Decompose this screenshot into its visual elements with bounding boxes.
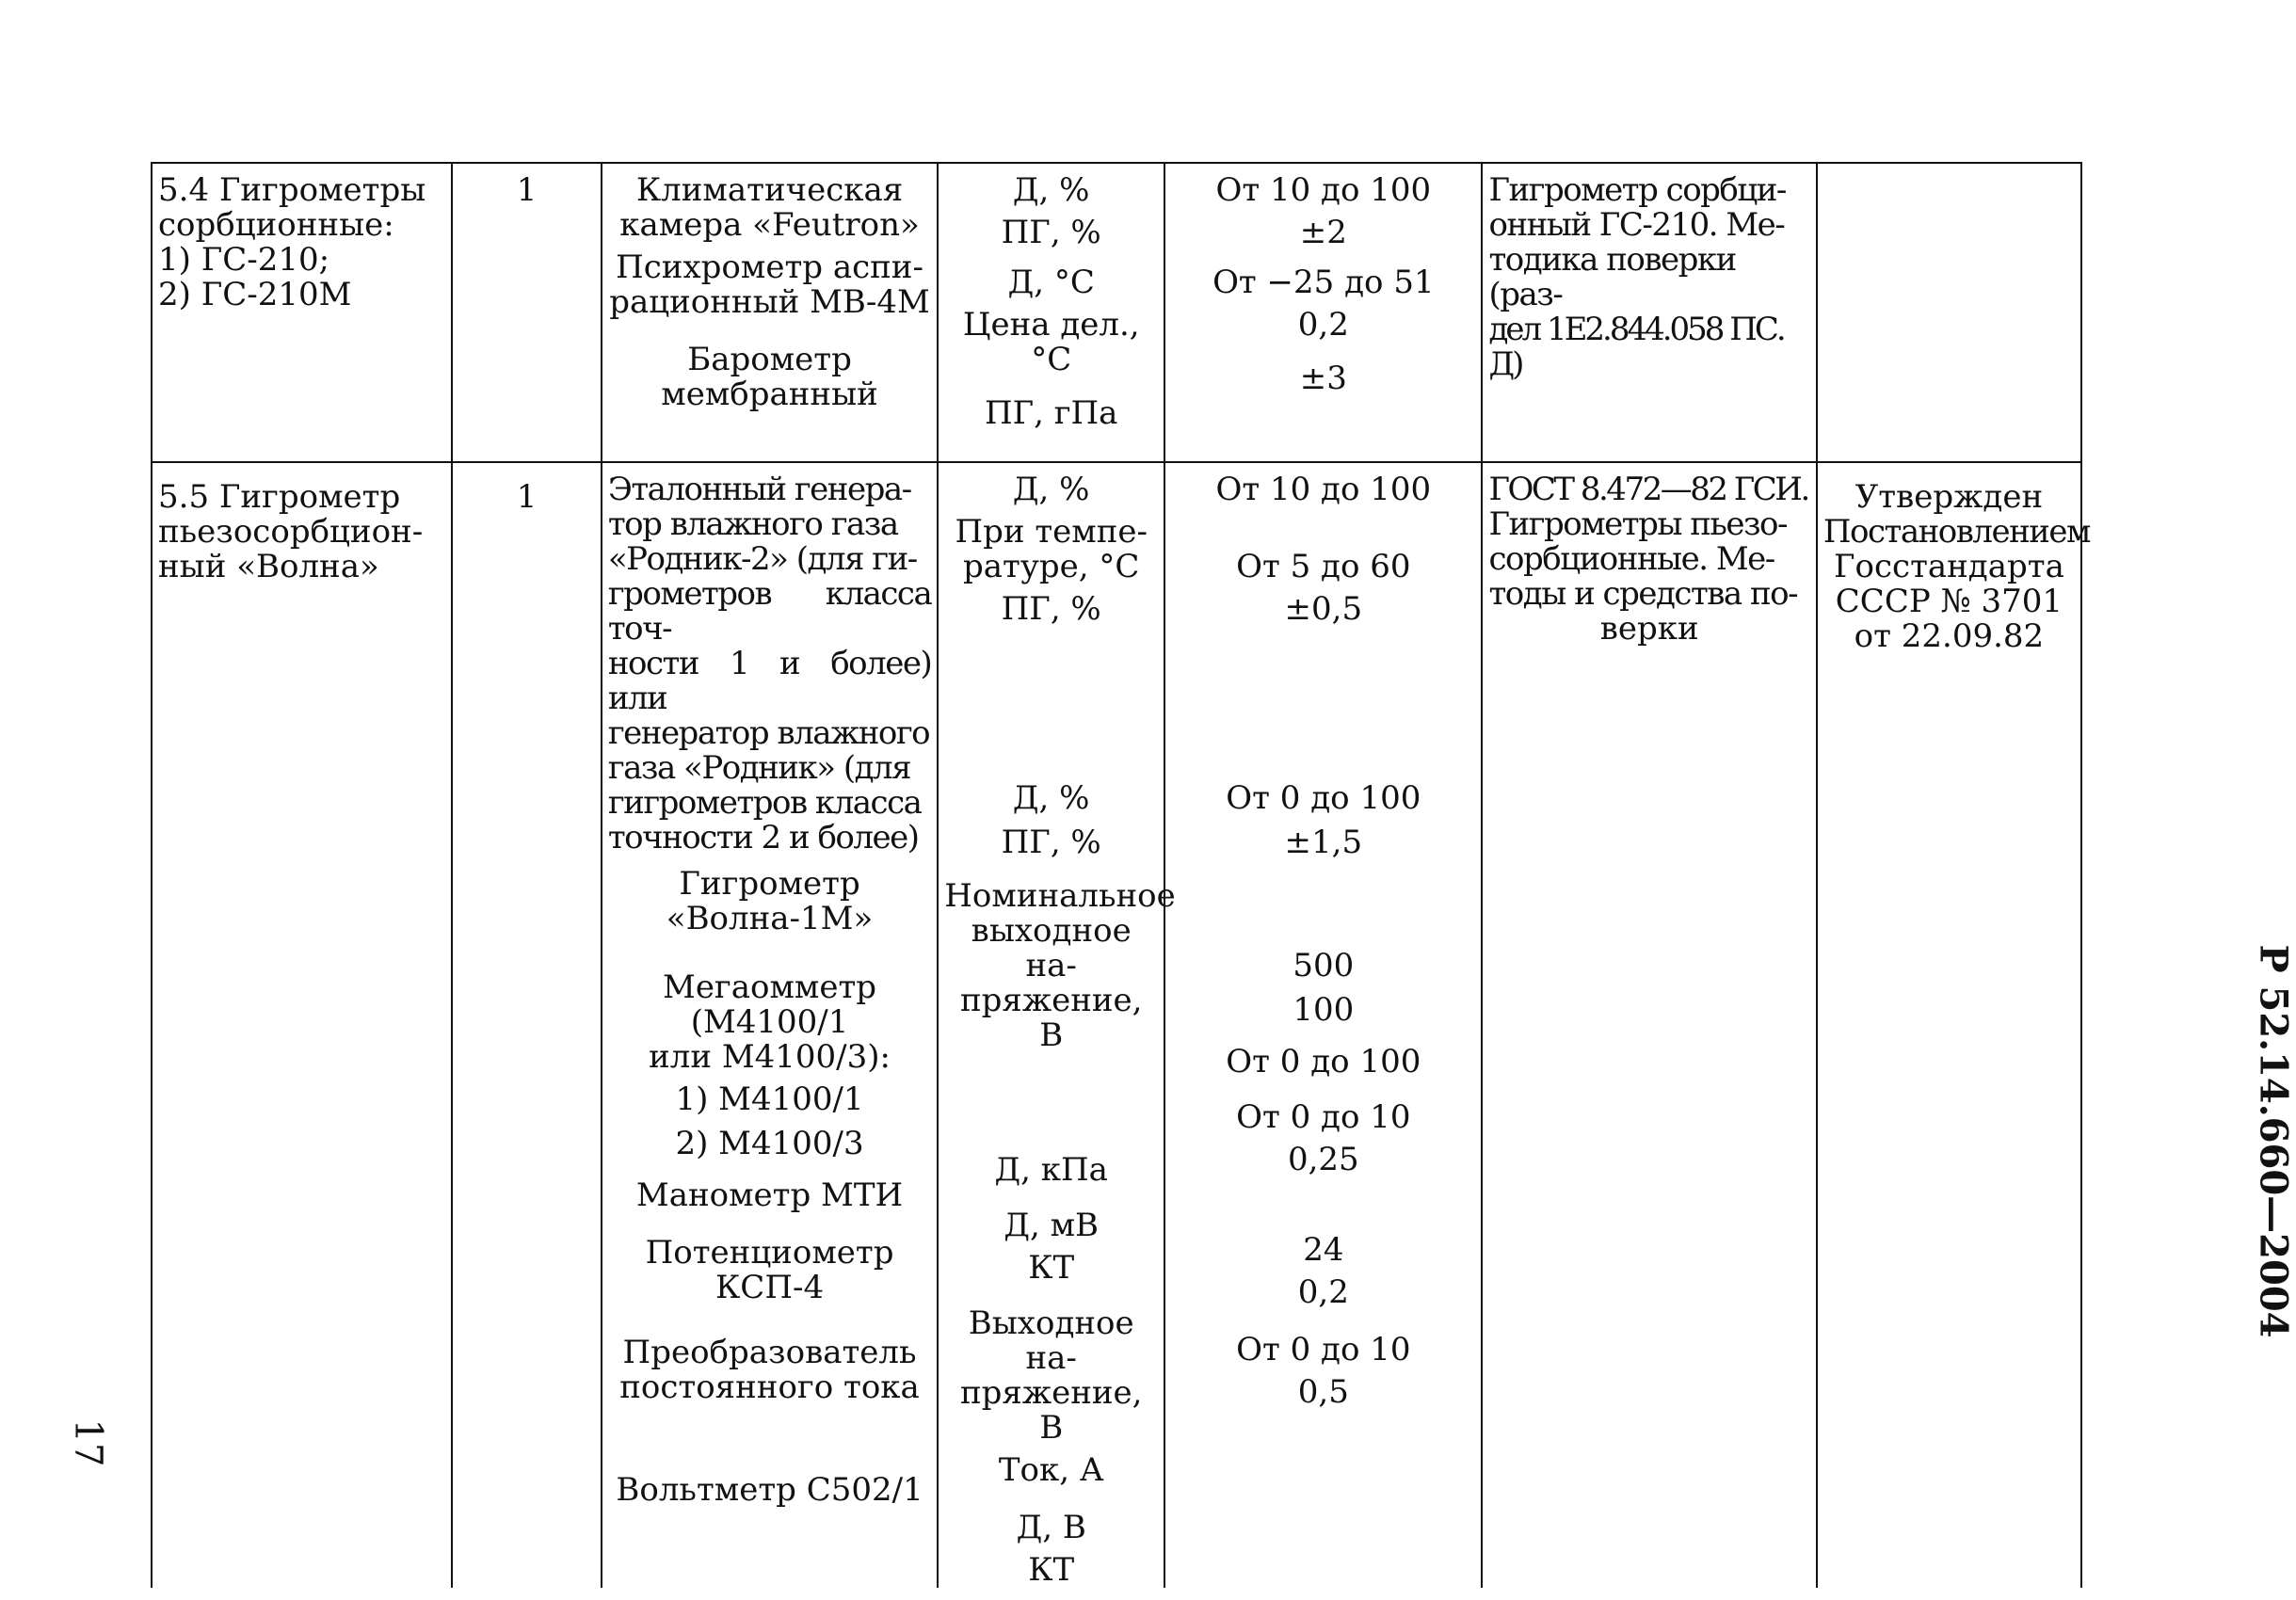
- param-line: ПГ, %: [1001, 590, 1101, 628]
- means-name-line: камера «Feutron»: [619, 206, 920, 244]
- value-line: От 0 до 10: [1236, 1098, 1411, 1136]
- document-line: тодика поверки (раз-: [1488, 241, 1736, 313]
- verification-means-table: [151, 162, 2090, 1589]
- param-line: ратуре, °С: [963, 548, 1140, 585]
- approval-cell: [1817, 163, 2081, 462]
- means-name-line: генератор влажного: [607, 714, 930, 752]
- approval-line: Постановлением: [1822, 513, 2090, 551]
- means-name-line: постоянного тока: [619, 1368, 920, 1406]
- means-name-line: ности 1 и более) или: [607, 645, 932, 717]
- object-cell: [152, 462, 452, 1588]
- document-cell: [1482, 462, 1816, 1588]
- page-number: 17: [66, 1418, 110, 1467]
- param-line: Номинальное: [944, 877, 1176, 915]
- value-line: 0,5: [1297, 1373, 1349, 1411]
- value-line: 24: [1303, 1231, 1344, 1269]
- quantity-cell: [452, 163, 602, 462]
- value-line: От 0 до 10: [1236, 1331, 1411, 1368]
- value-line: От 0 до 100: [1226, 1043, 1421, 1080]
- value-cell: [1164, 163, 1482, 462]
- value-line: 100: [1293, 991, 1355, 1029]
- document-line: Гигрометры пьезо-: [1488, 505, 1788, 543]
- means-name-line: Гигрометр: [679, 865, 860, 903]
- means-name-line: 1) М4100/1: [675, 1080, 864, 1118]
- value-line: От 10 до 100: [1215, 171, 1432, 209]
- object-line: пьезосорбцион-: [158, 513, 424, 551]
- value-line: 500: [1293, 947, 1355, 984]
- means-name-line: мембранный: [661, 376, 878, 413]
- approval-line: Утвержден: [1854, 478, 2044, 516]
- document-line: онный ГС-210. Ме-: [1488, 206, 1785, 244]
- means-name-line: Эталонный генера-: [607, 471, 911, 508]
- value-line: От 5 до 60: [1236, 548, 1411, 585]
- document-line: Гигрометр сорбци-: [1488, 171, 1786, 209]
- object-line: сорбционные:: [158, 206, 394, 244]
- param-line: пряжение, В: [959, 1374, 1143, 1447]
- param-line: Д, мВ: [1003, 1207, 1100, 1244]
- means-name-line: газа «Родник» (для: [607, 749, 911, 787]
- table-row: [152, 163, 2081, 462]
- means-name-line: гигрометров класса: [607, 784, 922, 822]
- means-name-line: 2) М4100/3: [675, 1125, 864, 1162]
- approval-cell: [1817, 462, 2090, 1588]
- value-line: ±3: [1299, 360, 1347, 397]
- means-name-line: рационный МВ-4М: [609, 283, 930, 321]
- document-line: тоды и средства по-: [1488, 575, 1798, 613]
- param-line: выходное на-: [971, 912, 1132, 984]
- param-line: При темпе-: [955, 513, 1148, 551]
- document-code: Р 52.14.660—2004: [2251, 944, 2296, 1338]
- means-name-line: или М4100/3):: [649, 1038, 891, 1076]
- means-cell: [602, 462, 938, 1588]
- param-line: ПГ, %: [1001, 824, 1101, 861]
- param-line: КТ: [1028, 1551, 1075, 1589]
- quantity-value: 1: [516, 171, 538, 209]
- quantity-cell: [452, 462, 602, 1588]
- value-line: 0,2: [1297, 1273, 1349, 1311]
- value-line: От 10 до 100: [1215, 471, 1432, 508]
- approval-line: СССР № 3701: [1835, 583, 2063, 620]
- means-name-line: точности 2 и более): [607, 819, 919, 856]
- object-line: ный «Волна»: [158, 548, 379, 585]
- param-line: Д, %: [1012, 171, 1090, 209]
- object-line: 1) ГС-210;: [158, 241, 330, 279]
- approval-line: Госстандарта: [1834, 548, 2064, 585]
- param-line: пряжение, В: [959, 982, 1143, 1054]
- param-line: ПГ, %: [1001, 214, 1101, 251]
- means-name-line: Манометр МТИ: [635, 1176, 904, 1214]
- param-line: Цена дел., °С: [962, 306, 1140, 378]
- param-line: Д, °С: [1007, 264, 1095, 301]
- object-line: 5.4 Гигрометры: [158, 171, 426, 209]
- value-line: 0,2: [1297, 306, 1349, 344]
- value-line: ±1,5: [1284, 824, 1363, 861]
- means-name-line: грометров класса точ-: [607, 575, 932, 648]
- means-name-line: Мегаомметр: [663, 968, 877, 1006]
- document-line: ГОСТ 8.472—82 ГСИ.: [1488, 471, 1808, 508]
- value-line: От 0 до 100: [1226, 779, 1421, 817]
- value-line: ±0,5: [1284, 590, 1363, 628]
- means-name-line: Барометр: [687, 341, 852, 378]
- param-line: Д, В: [1016, 1509, 1086, 1546]
- value-line: 0,25: [1287, 1141, 1359, 1178]
- means-name-line: тор влажного газа: [607, 505, 898, 543]
- param-line: Д, кПа: [994, 1151, 1108, 1189]
- document-line: сорбционные. Ме-: [1488, 540, 1774, 578]
- means-name-line: «Родник-2» (для ги-: [607, 540, 917, 578]
- value-line: ±2: [1299, 214, 1347, 251]
- param-cell: [938, 462, 1176, 1589]
- table-row: [152, 462, 2081, 1588]
- quantity-value: 1: [516, 478, 538, 516]
- means-name-line: (М4100/1: [690, 1003, 849, 1041]
- document-line: дел 1Е2.844.058 ПС. Д): [1488, 311, 1784, 383]
- means-name-line: Психрометр аспи-: [616, 248, 923, 286]
- means-name-line: Преобразователь: [622, 1334, 917, 1371]
- object-cell: [152, 163, 452, 462]
- param-line: Ток, А: [998, 1451, 1104, 1489]
- param-line: ПГ, гПа: [984, 394, 1118, 432]
- object-line: 5.5 Гигрометр: [158, 478, 401, 516]
- document-line: верки: [1599, 610, 1699, 648]
- approval-line: от 22.09.82: [1854, 617, 2045, 655]
- value-cell: [1164, 462, 1482, 1588]
- means-name-line: КСП-4: [714, 1269, 825, 1306]
- param-line: КТ: [1028, 1249, 1075, 1287]
- document-cell: [1482, 163, 1816, 462]
- means-name-line: Климатическая: [635, 171, 904, 209]
- param-line: Д, %: [1012, 779, 1090, 817]
- value-line: От −25 до 51: [1212, 264, 1435, 301]
- means-cell: [602, 163, 938, 462]
- param-line: Д, %: [1012, 471, 1090, 508]
- param-cell: [938, 163, 1164, 462]
- object-line: 2) ГС-210М: [158, 276, 352, 313]
- means-name-line: Вольтметр С502/1: [616, 1471, 923, 1509]
- means-name-line: Потенциометр: [645, 1234, 894, 1272]
- means-name-line: «Волна-1М»: [666, 900, 874, 937]
- param-line: Выходное на-: [968, 1304, 1134, 1377]
